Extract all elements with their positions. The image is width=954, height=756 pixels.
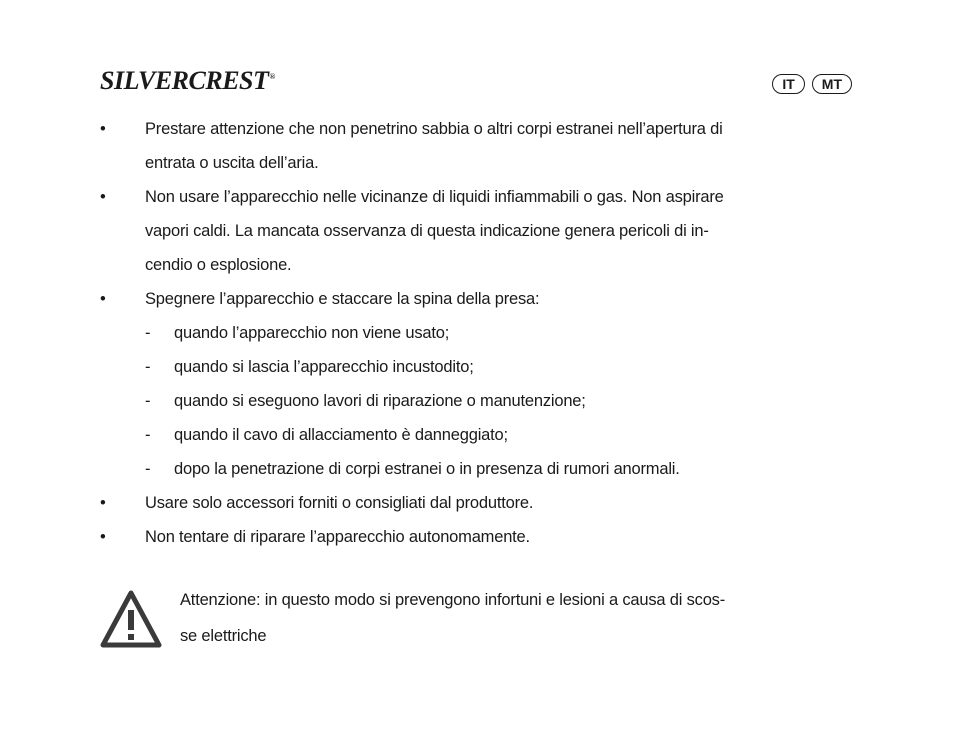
language-badge-mt: MT: [812, 74, 852, 94]
list-item-text: vapori caldi. La mancata osservanza di questa indicazione genera pericoli di in-: [145, 222, 709, 240]
list-item-text: Usare solo accessori forniti o consigliati dal produttore.: [145, 494, 534, 512]
dash-symbol: -: [145, 426, 151, 444]
list-item-text: Spegnere l’apparecchio e staccare la spina della presa:: [145, 290, 540, 308]
brand-name: SILVERCREST: [100, 66, 269, 95]
sub-list-item: [100, 350, 860, 384]
list-item: [100, 180, 860, 214]
registered-mark: ®: [269, 72, 275, 81]
list-item: [100, 282, 860, 316]
safety-list: [100, 112, 860, 554]
list-item-text: Prestare attenzione che non penetrino sabbia o altri corpi estranei nell’apertura di: [145, 120, 723, 138]
list-item-text: Non tentare di riparare l’apparecchio autonomamente.: [145, 528, 530, 546]
bullet-symbol: •: [100, 120, 106, 138]
sub-list-item-text: quando si lascia l’apparecchio incustodito;: [174, 358, 474, 376]
sub-list-item-text: dopo la penetrazione di corpi estranei o in presenza di rumori anormali.: [174, 460, 680, 478]
sub-list-item-text: quando il cavo di allacciamento è danneggiato;: [174, 426, 508, 444]
warning-triangle-icon: [100, 590, 162, 648]
list-item: [100, 486, 860, 520]
sub-list-item: [100, 384, 860, 418]
bullet-symbol: •: [100, 188, 106, 206]
list-item: [100, 520, 860, 554]
warning-note: [100, 580, 860, 660]
list-item-continuation: [100, 214, 860, 248]
language-badges: [772, 74, 852, 94]
warning-line: Attenzione: in questo modo si prevengono infortuni e lesioni a causa di scos-: [180, 591, 726, 609]
bullet-symbol: •: [100, 494, 106, 512]
dash-symbol: -: [145, 460, 151, 478]
language-badge-it: IT: [772, 74, 804, 94]
list-item-continuation: [100, 146, 860, 180]
page-header: [100, 64, 854, 98]
sub-list-item: [100, 418, 860, 452]
list-item-text: Non usare l’apparecchio nelle vicinanze di liquidi infiammabili o gas. Non aspirare: [145, 188, 724, 206]
dash-symbol: -: [145, 324, 151, 342]
bullet-symbol: •: [100, 290, 106, 308]
sub-list-item-text: quando l’apparecchio non viene usato;: [174, 324, 450, 342]
dash-symbol: -: [145, 392, 151, 410]
list-item-continuation: [100, 248, 860, 282]
sub-list-item: [100, 316, 860, 350]
warning-line: se elettriche: [180, 627, 267, 645]
warning-text: [180, 582, 725, 654]
sub-list-item: [100, 452, 860, 486]
list-item: [100, 112, 860, 146]
list-item-text: cendio o esplosione.: [145, 256, 292, 274]
sub-list-item-text: quando si eseguono lavori di riparazione o manutenzione;: [174, 392, 586, 410]
bullet-symbol: •: [100, 528, 106, 546]
list-item-text: entrata o uscita dell’aria.: [145, 154, 319, 172]
brand-logo: [100, 66, 275, 96]
dash-symbol: -: [145, 358, 151, 376]
